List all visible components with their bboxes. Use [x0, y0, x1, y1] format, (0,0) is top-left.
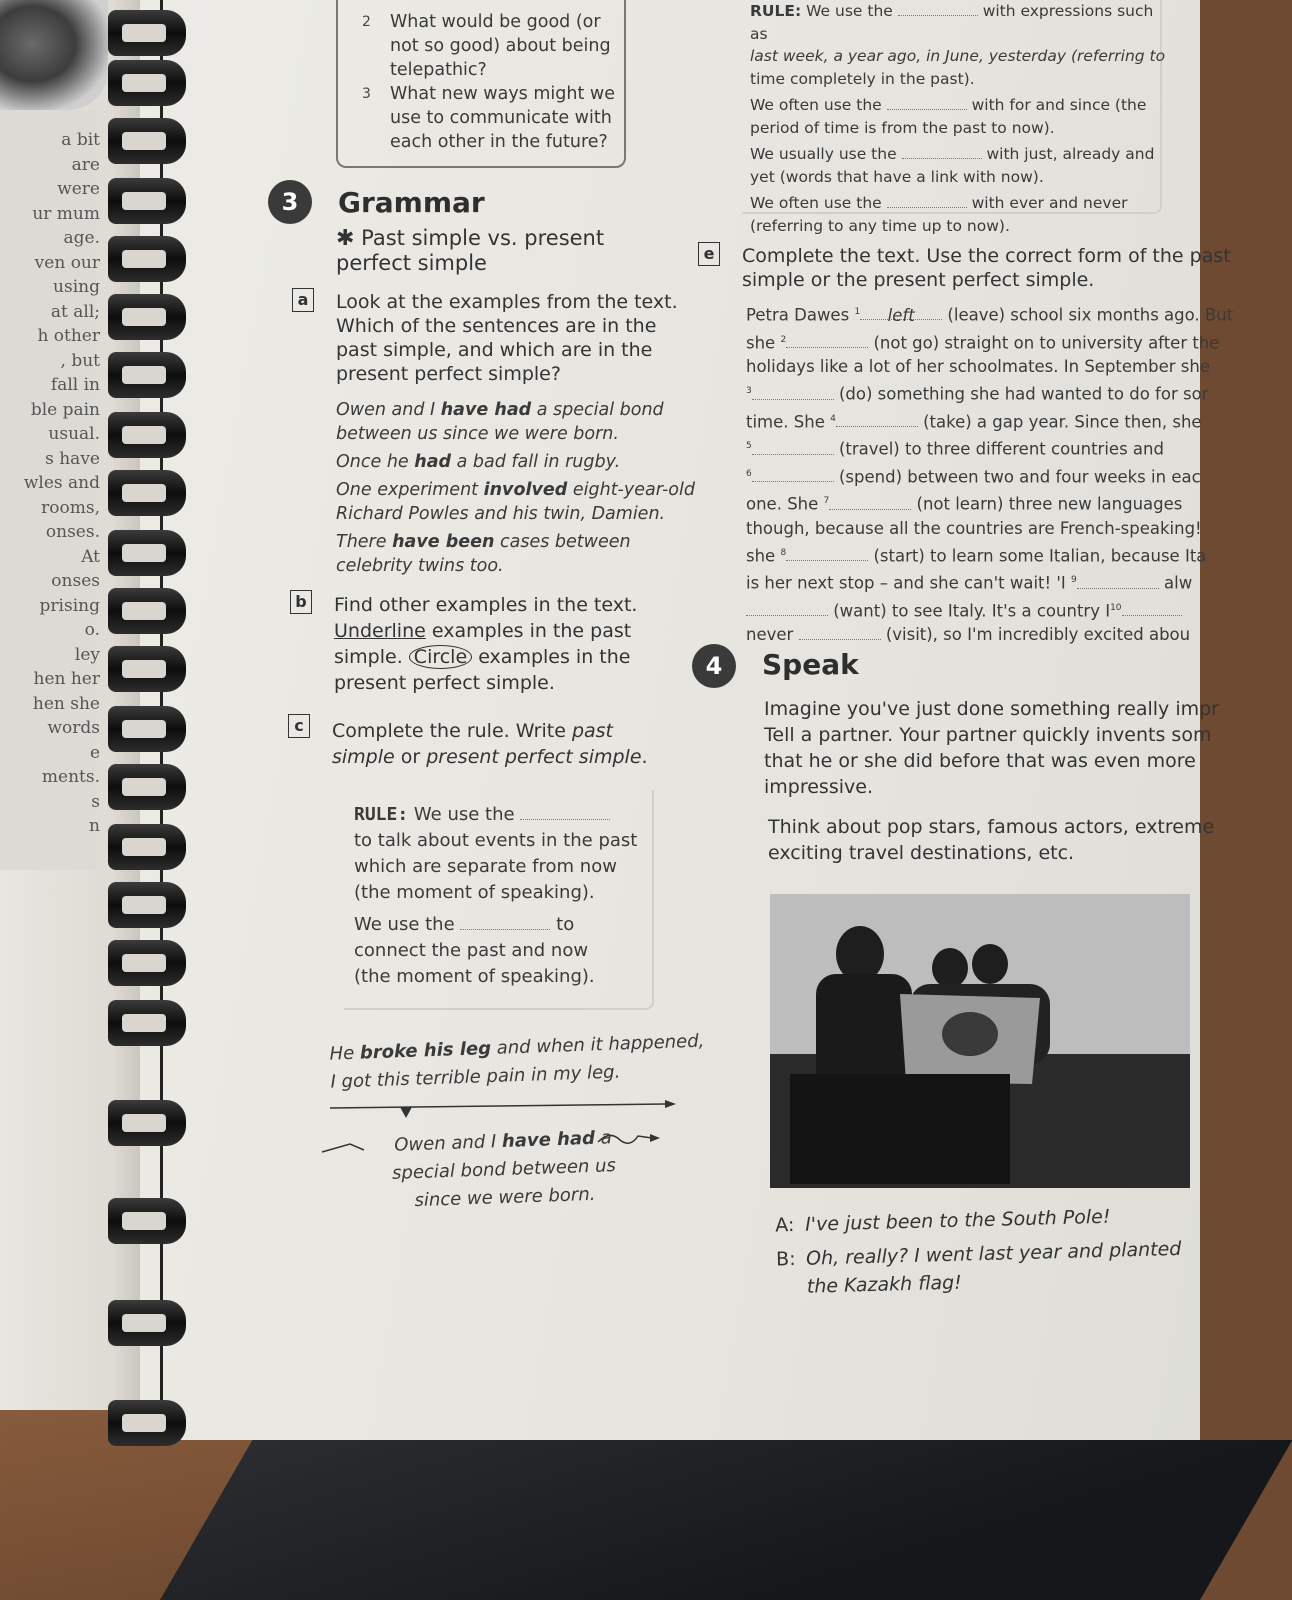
left-page-line: at all;	[50, 301, 100, 322]
exercise-a-instruction	[336, 290, 696, 386]
left-page-line: rooms,	[41, 497, 100, 518]
timeline-event-marker	[400, 1107, 412, 1118]
exercise-letter-box: e	[698, 242, 720, 266]
expedition-photo	[770, 894, 1190, 1188]
binding-ring	[108, 412, 186, 458]
timeline-axis	[330, 1104, 665, 1108]
text-span: Richard Powles and his twin, Damien.	[336, 504, 666, 524]
vehicle	[790, 1074, 1010, 1184]
binding-ring	[108, 940, 186, 986]
binding-ring	[108, 1198, 186, 1244]
binding-ring	[108, 882, 186, 928]
paragraph-line: exciting travel destinations, etc.	[768, 842, 1075, 864]
gap-fill-line	[746, 434, 1200, 462]
rule-line: period of time is from the past to now).	[750, 118, 1055, 137]
rule-line: connect the past and now	[354, 940, 589, 961]
speaker-label: B:	[775, 1247, 796, 1271]
question-line: What would be good (or	[390, 12, 601, 32]
instruction-line: simple.	[334, 646, 409, 668]
answer-blank[interactable]	[836, 411, 918, 428]
rule-line: with expressions such as	[750, 2, 1154, 43]
rule-box-c-text	[354, 802, 654, 990]
rule-line: with for and since (the	[971, 96, 1147, 114]
gap-fill-line	[746, 407, 1200, 435]
answer-blank[interactable]	[752, 438, 834, 455]
gap-number: 9	[1071, 575, 1077, 585]
person-head	[972, 944, 1008, 984]
text-span: celebrity twins too.	[336, 556, 504, 576]
rule-line: last week, a year ago, in June, yesterday (referring to	[750, 47, 1166, 65]
left-page-line: age.	[63, 228, 100, 248]
text-span: (start) to learn some Italian, because Ita	[873, 546, 1207, 565]
binding-ring	[108, 60, 186, 106]
instruction-line: Find other examples in the text.	[334, 594, 638, 616]
answer-blank[interactable]	[460, 912, 550, 930]
answer-blank[interactable]	[786, 332, 868, 349]
left-page-line: o.	[84, 620, 100, 640]
rule-line: We use the	[413, 804, 515, 825]
left-page-line: ur mum	[32, 203, 100, 224]
binding-ring	[108, 294, 186, 340]
rule-line: We usually use the	[750, 145, 897, 163]
binding-ring	[108, 1300, 186, 1346]
instruction-line: Complete the rule. Write	[332, 720, 572, 742]
gap-fill-line	[746, 489, 1200, 517]
left-page-line: a bit	[61, 130, 100, 150]
left-page-line: s	[91, 791, 100, 812]
gap-fill-line	[746, 328, 1220, 356]
verb-highlight: have had	[501, 1127, 596, 1153]
answer-blank[interactable]	[520, 802, 610, 820]
binding-ring	[108, 588, 186, 634]
verb-highlight: had	[414, 452, 452, 472]
exercise-letter-box: a	[292, 288, 314, 312]
gap-fill-line	[746, 568, 1200, 596]
exercise-letter-box: b	[290, 590, 312, 614]
verb-highlight: broke his leg	[359, 1038, 492, 1064]
text-span: is her next stop – and she can't wait! 'I	[746, 573, 1066, 593]
left-page-line: prising	[39, 595, 100, 616]
text-span: she	[746, 546, 776, 565]
text-span: between us since we were born.	[336, 424, 619, 444]
text-span: One experiment	[336, 480, 484, 500]
example-sentence	[336, 450, 696, 474]
text-span: since we were born.	[414, 1183, 596, 1212]
gap-fill-line	[746, 541, 1207, 569]
exercise-a-examples	[336, 398, 696, 578]
question-item-2	[362, 10, 622, 82]
exercise-e-instruction	[742, 244, 1231, 292]
instruction-italic: present perfect simple	[426, 746, 642, 768]
left-page-line: At	[81, 546, 100, 567]
gap-number: 5	[746, 441, 752, 451]
dialogue-text: Oh, really? I went last year and planted	[805, 1237, 1182, 1270]
exercise-b-letter	[290, 590, 312, 614]
text-span: (leave) school six months ago. But	[947, 305, 1234, 325]
gap-number: 3	[746, 386, 752, 396]
instruction-italic: simple	[332, 746, 395, 768]
text-span: alw	[1164, 573, 1193, 593]
question-line: use to communicate with	[390, 108, 612, 128]
binding-ring	[108, 470, 186, 516]
text-span: a special bond	[531, 400, 664, 420]
left-page-line: onses.	[45, 522, 100, 542]
text-span: Petra Dawes	[746, 305, 850, 325]
instruction-line: present perfect simple?	[336, 363, 561, 385]
rule-line: time completely in the past).	[750, 69, 975, 88]
rule-line: yet (words that have a link with now).	[750, 167, 1044, 186]
person-head	[836, 926, 884, 982]
text-span: eight-year-old	[567, 480, 695, 500]
subtitle-line: perfect simple	[336, 251, 487, 275]
rule-line: We often use the	[750, 194, 882, 212]
rule-line: (the moment of speaking).	[354, 882, 595, 903]
spiral-binding	[108, 0, 188, 1440]
gap-fill-line	[746, 379, 1209, 407]
binding-ring	[108, 352, 186, 398]
section-4-header	[692, 644, 736, 688]
section-number-badge: 4	[692, 644, 736, 688]
text-span: one. She	[746, 494, 819, 514]
instruction-line: examples in the past	[425, 620, 632, 642]
text-span: I got this terrible pain in my leg.	[330, 1061, 621, 1093]
rule-label: RULE:	[750, 2, 802, 20]
binding-ring	[108, 646, 186, 692]
question-item-3	[362, 82, 622, 154]
binding-ring	[108, 10, 186, 56]
binding-ring	[108, 824, 186, 870]
instruction-line: or	[394, 746, 427, 768]
text-span: (travel) to three different countries and	[838, 439, 1164, 459]
answer-blank[interactable]	[898, 1, 978, 17]
text-span: (want) to see Italy. It's a country I	[833, 601, 1111, 620]
answer-blank[interactable]	[786, 545, 868, 562]
text-span: holidays like a lot of her schoolmates. In September she	[746, 357, 1210, 376]
photo-illustration	[770, 894, 1190, 1188]
gap-number: 1	[854, 307, 861, 317]
verb-highlight: have had	[440, 400, 532, 420]
question-line: What new ways might we	[390, 84, 615, 104]
text-span: (take) a gap year. Since then, she	[923, 412, 1202, 431]
text-span: and when it happened,	[490, 1030, 705, 1059]
section-3-header	[268, 180, 312, 224]
exercise-b-instruction	[334, 592, 694, 696]
gap-number: 10	[1110, 602, 1122, 613]
left-page-line: ments.	[41, 767, 100, 787]
binding-ring	[108, 118, 186, 164]
question-line: telepathic?	[390, 60, 487, 80]
left-page-line: wles and	[23, 473, 100, 493]
text-span: (not go) straight on to university after the	[873, 333, 1220, 352]
answer-blank[interactable]	[752, 466, 834, 483]
paragraph-line: Imagine you've just done something really impr	[764, 698, 1219, 720]
gap-fill-line	[746, 517, 1200, 541]
question-number: 2	[362, 14, 371, 30]
left-page-line: e	[89, 742, 100, 763]
dialogue-text: I've just been to the South Pole!	[804, 1205, 1111, 1236]
paragraph-line: Tell a partner. Your partner quickly invents som	[764, 724, 1212, 746]
rule-line: with ever and never	[971, 194, 1128, 212]
rule-line: We use the	[354, 914, 455, 935]
gap-fill-line	[746, 355, 1210, 379]
exercise-e-letter	[698, 242, 720, 266]
example-sentence	[336, 530, 696, 578]
gap-number: 8	[780, 547, 787, 558]
text-span: Once he	[336, 452, 415, 472]
answer-blank[interactable]	[799, 624, 881, 641]
timeline-arrowhead-2	[650, 1134, 660, 1142]
gap-number: 4	[830, 413, 836, 424]
text-span: time. She	[746, 412, 825, 431]
answer-blank[interactable]	[1077, 572, 1159, 589]
underline-word: Underline	[334, 620, 426, 642]
binding-ring	[108, 764, 186, 810]
verb-highlight: involved	[483, 480, 568, 500]
timeline-example-2	[363, 1123, 646, 1217]
rule-line: (referring to any time up to now).	[750, 216, 1010, 235]
verb-highlight: have been	[392, 532, 495, 552]
left-page-line: were	[57, 179, 100, 199]
left-page-line: onses	[51, 571, 100, 591]
instruction-line: present perfect simple.	[334, 672, 555, 694]
example-sentence	[336, 478, 696, 526]
section-number-badge: 3	[268, 180, 312, 224]
left-page-line: hen she	[32, 693, 100, 714]
question-number: 3	[362, 86, 371, 102]
speak-paragraph-2	[768, 814, 1215, 866]
gap-number: 7	[823, 496, 830, 506]
exercise-c-instruction	[332, 718, 692, 770]
left-page-line: usual.	[48, 424, 100, 444]
answer-blank[interactable]	[887, 193, 967, 209]
timeline-arrowhead	[665, 1100, 676, 1108]
rule-label: RULE:	[354, 804, 409, 825]
dialogue-text: the Kazakh flag!	[806, 1271, 963, 1298]
rule-line: to talk about events in the past	[354, 830, 638, 851]
text-span: (not learn) three new languages	[916, 494, 1183, 514]
text-span: (spend) between two and four weeks in eac	[838, 467, 1201, 486]
answer-blank[interactable]	[746, 600, 828, 617]
paragraph-line: Think about pop stars, famous actors, extreme	[768, 816, 1215, 838]
text-span: (do) something she had wanted to do for sor	[838, 384, 1209, 404]
rule-line: with just, already and	[986, 145, 1155, 163]
rule-line: which are separate from now	[354, 856, 617, 877]
answer-blank[interactable]	[902, 144, 982, 160]
grammar-subtitle	[336, 226, 636, 276]
text-span: He	[329, 1042, 361, 1065]
rule-line: to	[556, 914, 575, 935]
left-page-line: s have	[45, 448, 100, 469]
text-span: cases between	[494, 532, 631, 552]
text-span: special bond between us	[391, 1155, 617, 1184]
speak-paragraph-1	[764, 696, 1219, 800]
paragraph-line: impressive.	[764, 776, 873, 798]
text-span: a bad fall in rugby.	[451, 452, 621, 472]
rule-line: We often use the	[750, 96, 882, 114]
gap-number: 2	[780, 334, 787, 345]
star-icon: ✱	[336, 226, 355, 251]
example-sentence	[336, 398, 696, 446]
exercise-c-letter	[288, 714, 310, 738]
text-span: Owen and I	[336, 400, 441, 420]
left-page-line: ble pain	[30, 399, 100, 420]
answer-blank[interactable]: left	[860, 304, 942, 321]
binding-ring	[108, 530, 186, 576]
left-page-line: using	[53, 277, 100, 297]
gap-fill-line	[746, 596, 1200, 624]
binding-ring	[108, 236, 186, 282]
binding-ring	[108, 1000, 186, 1046]
instruction-line: Complete the text. Use the correct form of the past	[742, 245, 1231, 267]
answer-blank[interactable]	[829, 493, 911, 510]
answer-blank[interactable]	[752, 383, 834, 400]
instruction-line: past simple, and which are in the	[336, 339, 653, 361]
exercise-e-gap-text	[746, 300, 1234, 647]
left-page-line: are	[71, 154, 100, 175]
instruction-line: simple or the present perfect simple.	[742, 269, 1095, 291]
rule-line: (the moment of speaking).	[354, 966, 595, 987]
binding-ring	[108, 178, 186, 224]
text-span: There	[336, 532, 393, 552]
instruction-line: .	[641, 746, 648, 768]
text-span: she	[746, 333, 776, 352]
text-span: though, because all the countries are French-speaking!	[746, 518, 1202, 538]
top-rule-text	[750, 0, 1170, 237]
instruction-line: Which of the sentences are in the	[336, 315, 657, 337]
section-title: Grammar	[338, 186, 485, 219]
left-page-line: fall in	[50, 375, 100, 395]
left-page-line: ley	[74, 644, 100, 665]
left-page-line: hen her	[33, 669, 100, 689]
exercise-a-letter	[292, 288, 314, 312]
dialogue-line-b	[776, 1235, 1197, 1302]
left-page-line: n	[89, 816, 100, 836]
left-page-text	[0, 128, 100, 839]
dark-cloth	[160, 1440, 1292, 1600]
speaker-label: A:	[774, 1214, 795, 1237]
text-span: (visit), so I'm incredibly excited abou	[885, 625, 1191, 644]
subtitle-line: Past simple vs. present	[361, 226, 605, 250]
question-line: each other in the future?	[390, 132, 608, 152]
binding-ring	[108, 1400, 186, 1446]
paragraph-line: that he or she did before that was even more	[764, 750, 1196, 772]
flag-emblem	[942, 1012, 998, 1056]
binding-ring	[108, 1100, 186, 1146]
left-page-line: words	[47, 718, 100, 738]
answer-blank[interactable]	[1122, 600, 1182, 617]
instruction-line: examples in the	[472, 646, 631, 668]
left-page-photo	[0, 0, 108, 110]
left-page-line: , but	[60, 350, 100, 371]
question-line: not so good) about being	[390, 36, 611, 56]
gap-fill-line	[746, 300, 1234, 328]
gap-fill-line	[746, 462, 1200, 490]
text-span: a	[594, 1127, 613, 1149]
speak-dialogue	[775, 1201, 1197, 1302]
instruction-line: Look at the examples from the text.	[336, 291, 678, 313]
left-page-line: ven our	[34, 252, 100, 273]
timeline-wave-start	[322, 1144, 364, 1152]
exercise-letter-box: c	[288, 714, 310, 738]
rule-line: We use the	[806, 2, 893, 20]
circled-word: Circle	[409, 645, 472, 669]
gap-number: 6	[746, 468, 752, 479]
binding-ring	[108, 706, 186, 752]
left-page-line: h other	[37, 326, 100, 346]
answer-blank[interactable]	[887, 95, 967, 111]
text-span: never	[746, 625, 794, 644]
gap-fill-line	[746, 623, 1200, 647]
text-span: Owen and I	[393, 1131, 503, 1156]
section-title: Speak	[762, 648, 859, 681]
person-head	[932, 948, 968, 988]
instruction-italic: past	[571, 720, 613, 742]
